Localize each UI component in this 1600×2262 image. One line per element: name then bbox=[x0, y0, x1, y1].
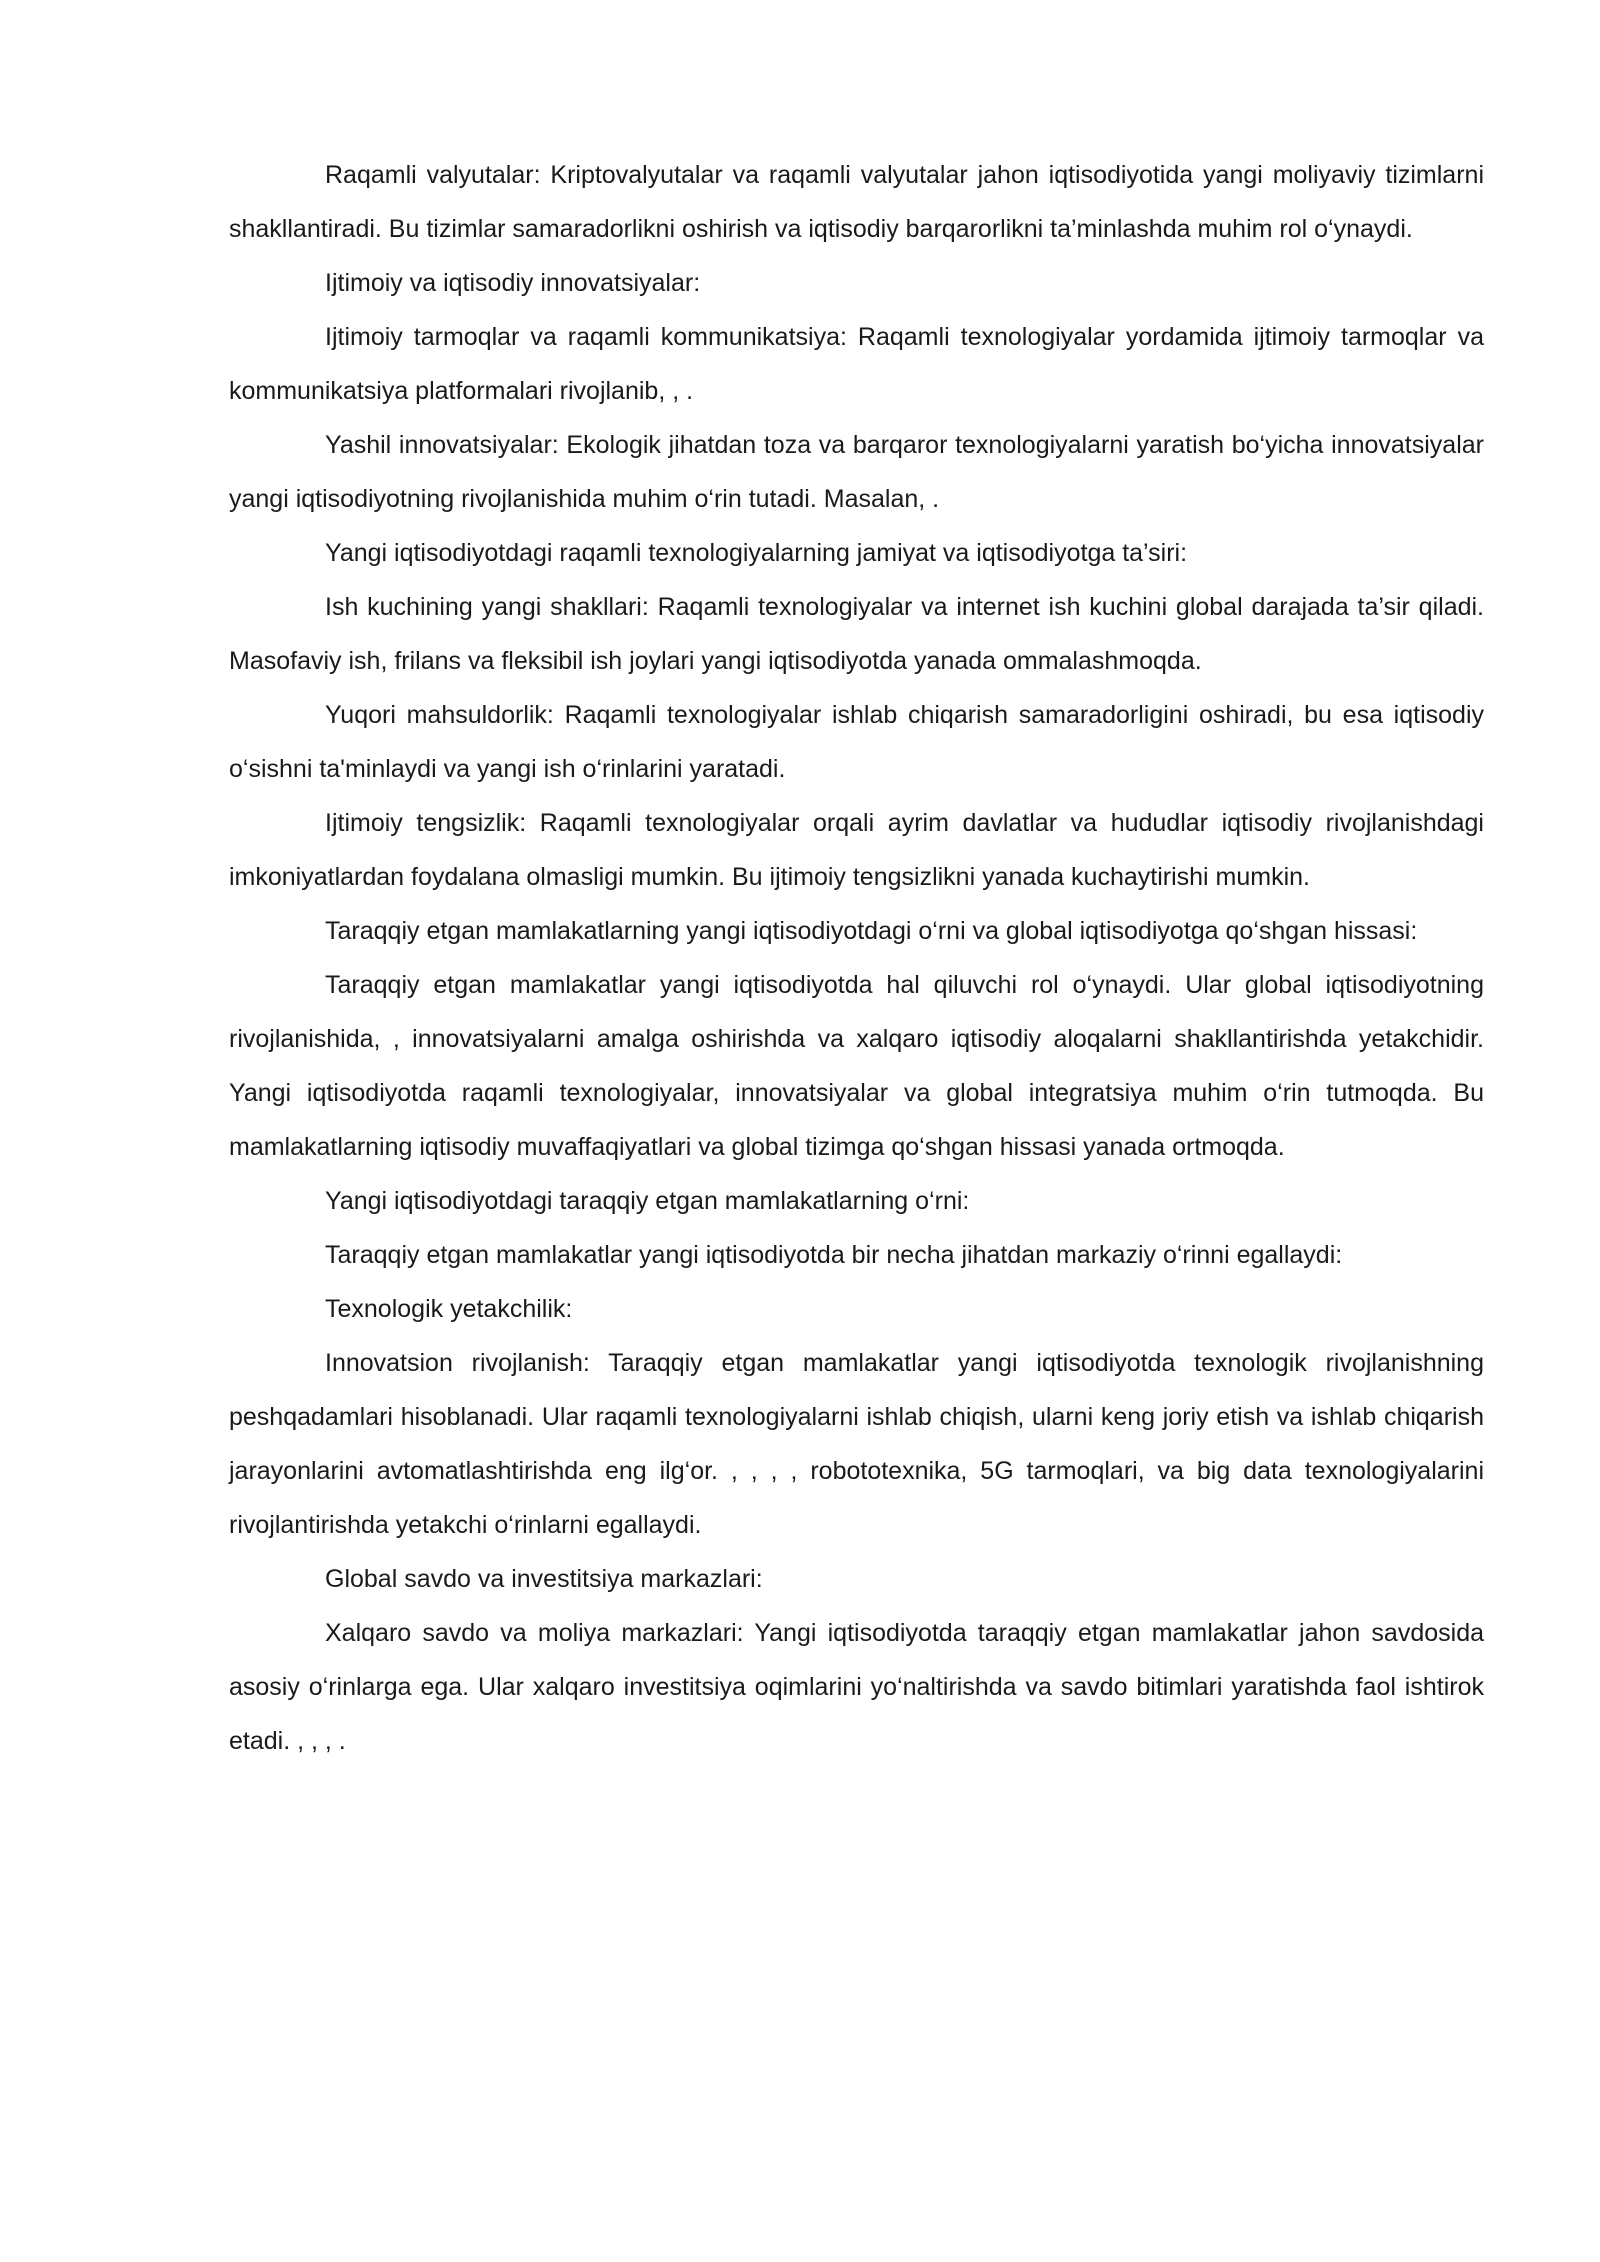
heading-technological-leadership: Texnologik yetakchilik: bbox=[325, 1295, 573, 1323]
document-page bbox=[229, 148, 1484, 1768]
paragraph-new-work-forms: Ish kuchining yangi shakllari: Raqamli texnologiyalar va internet ish kuchini global darajada ta’sir qiladi. Masofaviy ish, frilans va fleksibil ish joylari yangi iqtisodiyotda yanada ommalashmoqda. bbox=[229, 593, 1484, 675]
paragraph-trade-finance-centers: Xalqaro savdo va moliya markazlari: Yangi iqtisodiyotda taraqqiy etgan mamlakatlar jahon savdosida asosiy o‘rinlarga ega. Ular xalqaro investitsiya oqimlarini yo‘naltirishda va savdo bitimlari yaratishda faol ishtirok etadi. , , , . bbox=[229, 1619, 1484, 1755]
heading-digital-impact: Yangi iqtisodiyotdagi raqamli texnologiyalarning jamiyat va iqtisodiyotga ta’siri: bbox=[325, 539, 1188, 567]
paragraph-digital-currencies: Raqamli valyutalar: Kriptovalyutalar va raqamli valyutalar jahon iqtisodiyotida yangi moliyaviy tizimlarni shakllantiradi. Bu tizimlar samaradorlikni oshirish va iqtisodiy barqarorlikni ta’minlashda muhim rol o‘ynaydi. bbox=[229, 161, 1484, 243]
paragraph-innovative-development: Innovatsion rivojlanish: Taraqqiy etgan mamlakatlar yangi iqtisodiyotda texnologik rivojlanishning peshqadamlari hisoblanadi. Ular raqamli texnologiyalarni ishlab chiqish, ularni keng joriy etish va ishlab chiqarish jarayonlarini avtomatlashtirishda eng ilg‘or. , , , , robototexnika, 5G tarmoqlari, va big data texnologiyalarini rivojlantirishda yetakchi o‘rinlarni egallaydi. bbox=[229, 1349, 1484, 1539]
heading-social-economic-innovations: Ijtimoiy va iqtisodiy innovatsiyalar: bbox=[325, 269, 701, 297]
paragraph-green-innovations: Yashil innovatsiyalar: Ekologik jihatdan toza va barqaror texnologiyalarni yaratish bo‘yicha innovatsiyalar yangi iqtisodiyotning rivojlanishida muhim o‘rin tutadi. Masalan, . bbox=[229, 431, 1484, 513]
heading-developed-countries-place: Yangi iqtisodiyotdagi taraqqiy etgan mamlakatlarning o‘rni: bbox=[325, 1187, 970, 1215]
paragraph-high-productivity: Yuqori mahsuldorlik: Raqamli texnologiyalar ishlab chiqarish samaradorligini oshiradi, bu esa iqtisodiy o‘sishni ta'minlaydi va yangi ish o‘rinlarini yaratadi. bbox=[229, 701, 1484, 783]
paragraph-central-place: Taraqqiy etgan mamlakatlar yangi iqtisodiyotda bir necha jihatdan markaziy o‘rinni egallaydi: bbox=[325, 1241, 1343, 1269]
paragraph-social-networks: Ijtimoiy tarmoqlar va raqamli kommunikatsiya: Raqamli texnologiyalar yordamida ijtimoiy tarmoqlar va kommunikatsiya platformalari rivojlanib, , . bbox=[229, 323, 1484, 405]
paragraph-social-inequality: Ijtimoiy tengsizlik: Raqamli texnologiyalar orqali ayrim davlatlar va hududlar iqtisodiy rivojlanishdagi imkoniyatlardan foydalana olmasligi mumkin. Bu ijtimoiy tengsizlikni yanada kuchaytirishi mumkin. bbox=[229, 809, 1484, 891]
heading-global-trade: Global savdo va investitsiya markazlari: bbox=[325, 1565, 763, 1593]
heading-developed-countries-role: Taraqqiy etgan mamlakatlarning yangi iqtisodiyotdagi o‘rni va global iqtisodiyotga qo‘shgan hissasi: bbox=[325, 917, 1418, 945]
paragraph-developed-countries: Taraqqiy etgan mamlakatlar yangi iqtisodiyotda hal qiluvchi rol o‘ynaydi. Ular global iqtisodiyotning rivojlanishida, , innovatsiyalarni amalga oshirishda va xalqaro iqtisodiy aloqalarni shakllantirishda yetakchidir. Yangi iqtisodiyotda raqamli texnologiyalar, innovatsiyalar va global integratsiya muhim o‘rin tutmoqda. Bu mamlakatlarning iqtisodiy muvaffaqiyatlari va global tizimga qo‘shgan hissasi yanada ortmoqda. bbox=[229, 971, 1484, 1161]
